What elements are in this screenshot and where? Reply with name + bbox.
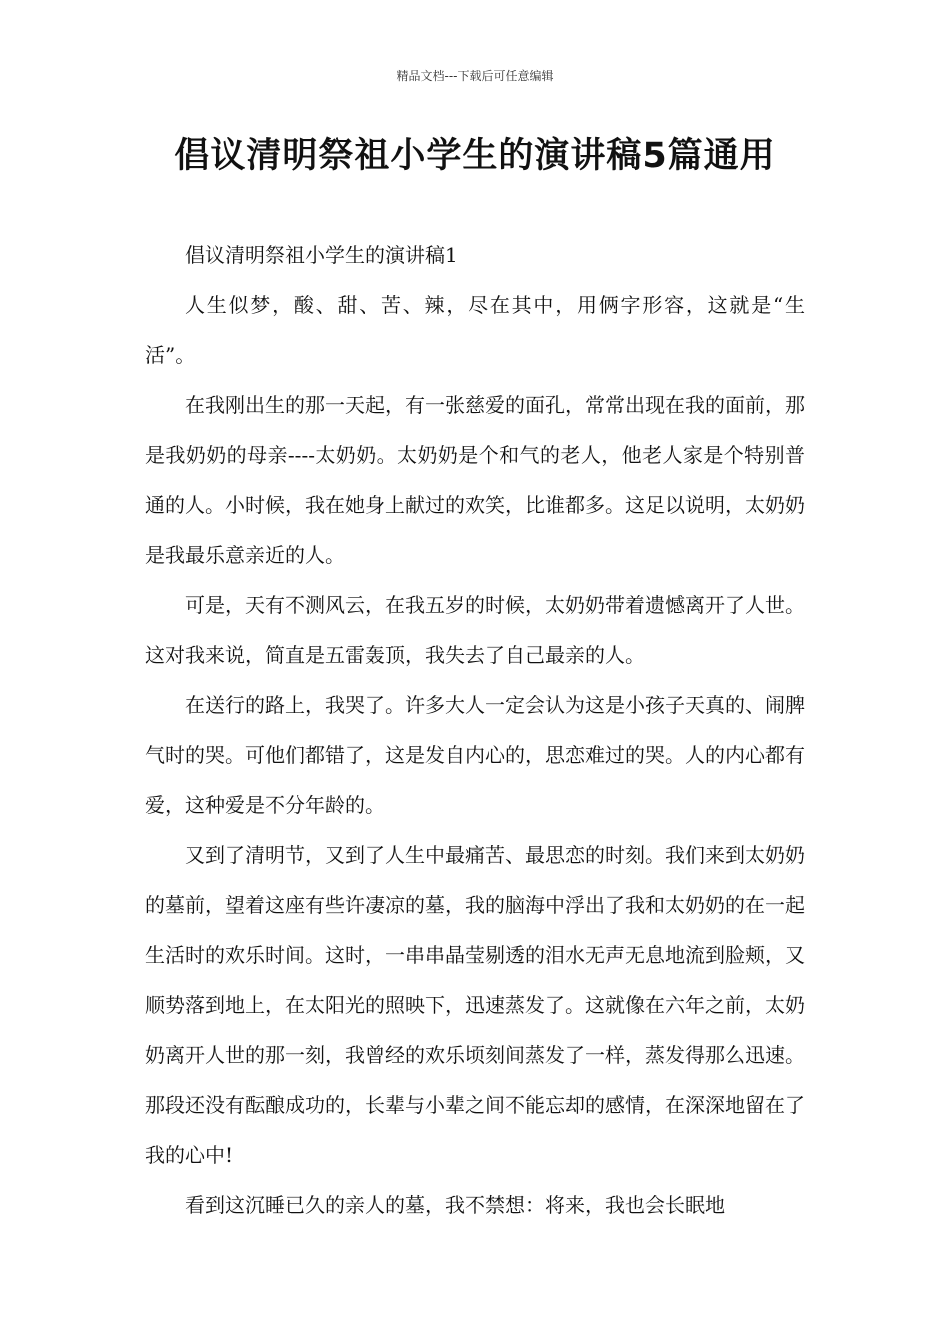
paragraph-5: 又到了清明节，又到了人生中最痛苦、最思恋的时刻。我们来到太奶奶的墓前，望着这座有些许凄凉的墓，我的脑海中浮出了我和太奶奶的在一起生活时的欢乐时间。这时，一串串晶莹剔透的泪水无声无息地流到脸颊，又顺势落到地上，在太阳光的照映下，迅速蒸发了。这就像在六年之前，太奶奶离开人世的那一刻，我曾经的欢乐顷刻间蒸发了一样，蒸发得那么迅速。那段还没有酝酿成功的，长辈与小辈之间不能忘却的感情，在深深地留在了我的心中!	[145, 843, 805, 1167]
document-body	[145, 230, 805, 1230]
section-subtitle: 倡议清明祭祖小学生的演讲稿1	[185, 243, 458, 267]
document-title: 倡议清明祭祖小学生的演讲稿5篇通用	[174, 136, 776, 176]
paragraph-2: 在我刚出生的那一天起，有一张慈爱的面孔，常常出现在我的面前，那是我奶奶的母亲----太奶奶。太奶奶是个和气的老人，他老人家是个特别普通的人。小时候，我在她身上献过的欢笑，比谁都多。这足以说明，太奶奶是我最乐意亲近的人。	[145, 393, 805, 567]
paragraph-1: 人生似梦，酸、甜、苦、辣，尽在其中，用俩字形容，这就是“生活”。	[145, 293, 805, 367]
header-note: 精品文档---下载后可任意编辑	[396, 69, 554, 83]
paragraph-4: 在送行的路上，我哭了。许多大人一定会认为这是小孩子天真的、闹脾气时的哭。可他们都错了，这是发自内心的，思恋难过的哭。人的内心都有爱，这种爱是不分年龄的。	[145, 693, 805, 817]
paragraph-6: 看到这沉睡已久的亲人的墓，我不禁想：将来，我也会长眠地	[185, 1193, 725, 1217]
paragraph-3: 可是，天有不测风云，在我五岁的时候，太奶奶带着遗憾离开了人世。这对我来说，简直是五雷轰顶，我失去了自己最亲的人。	[145, 593, 805, 667]
